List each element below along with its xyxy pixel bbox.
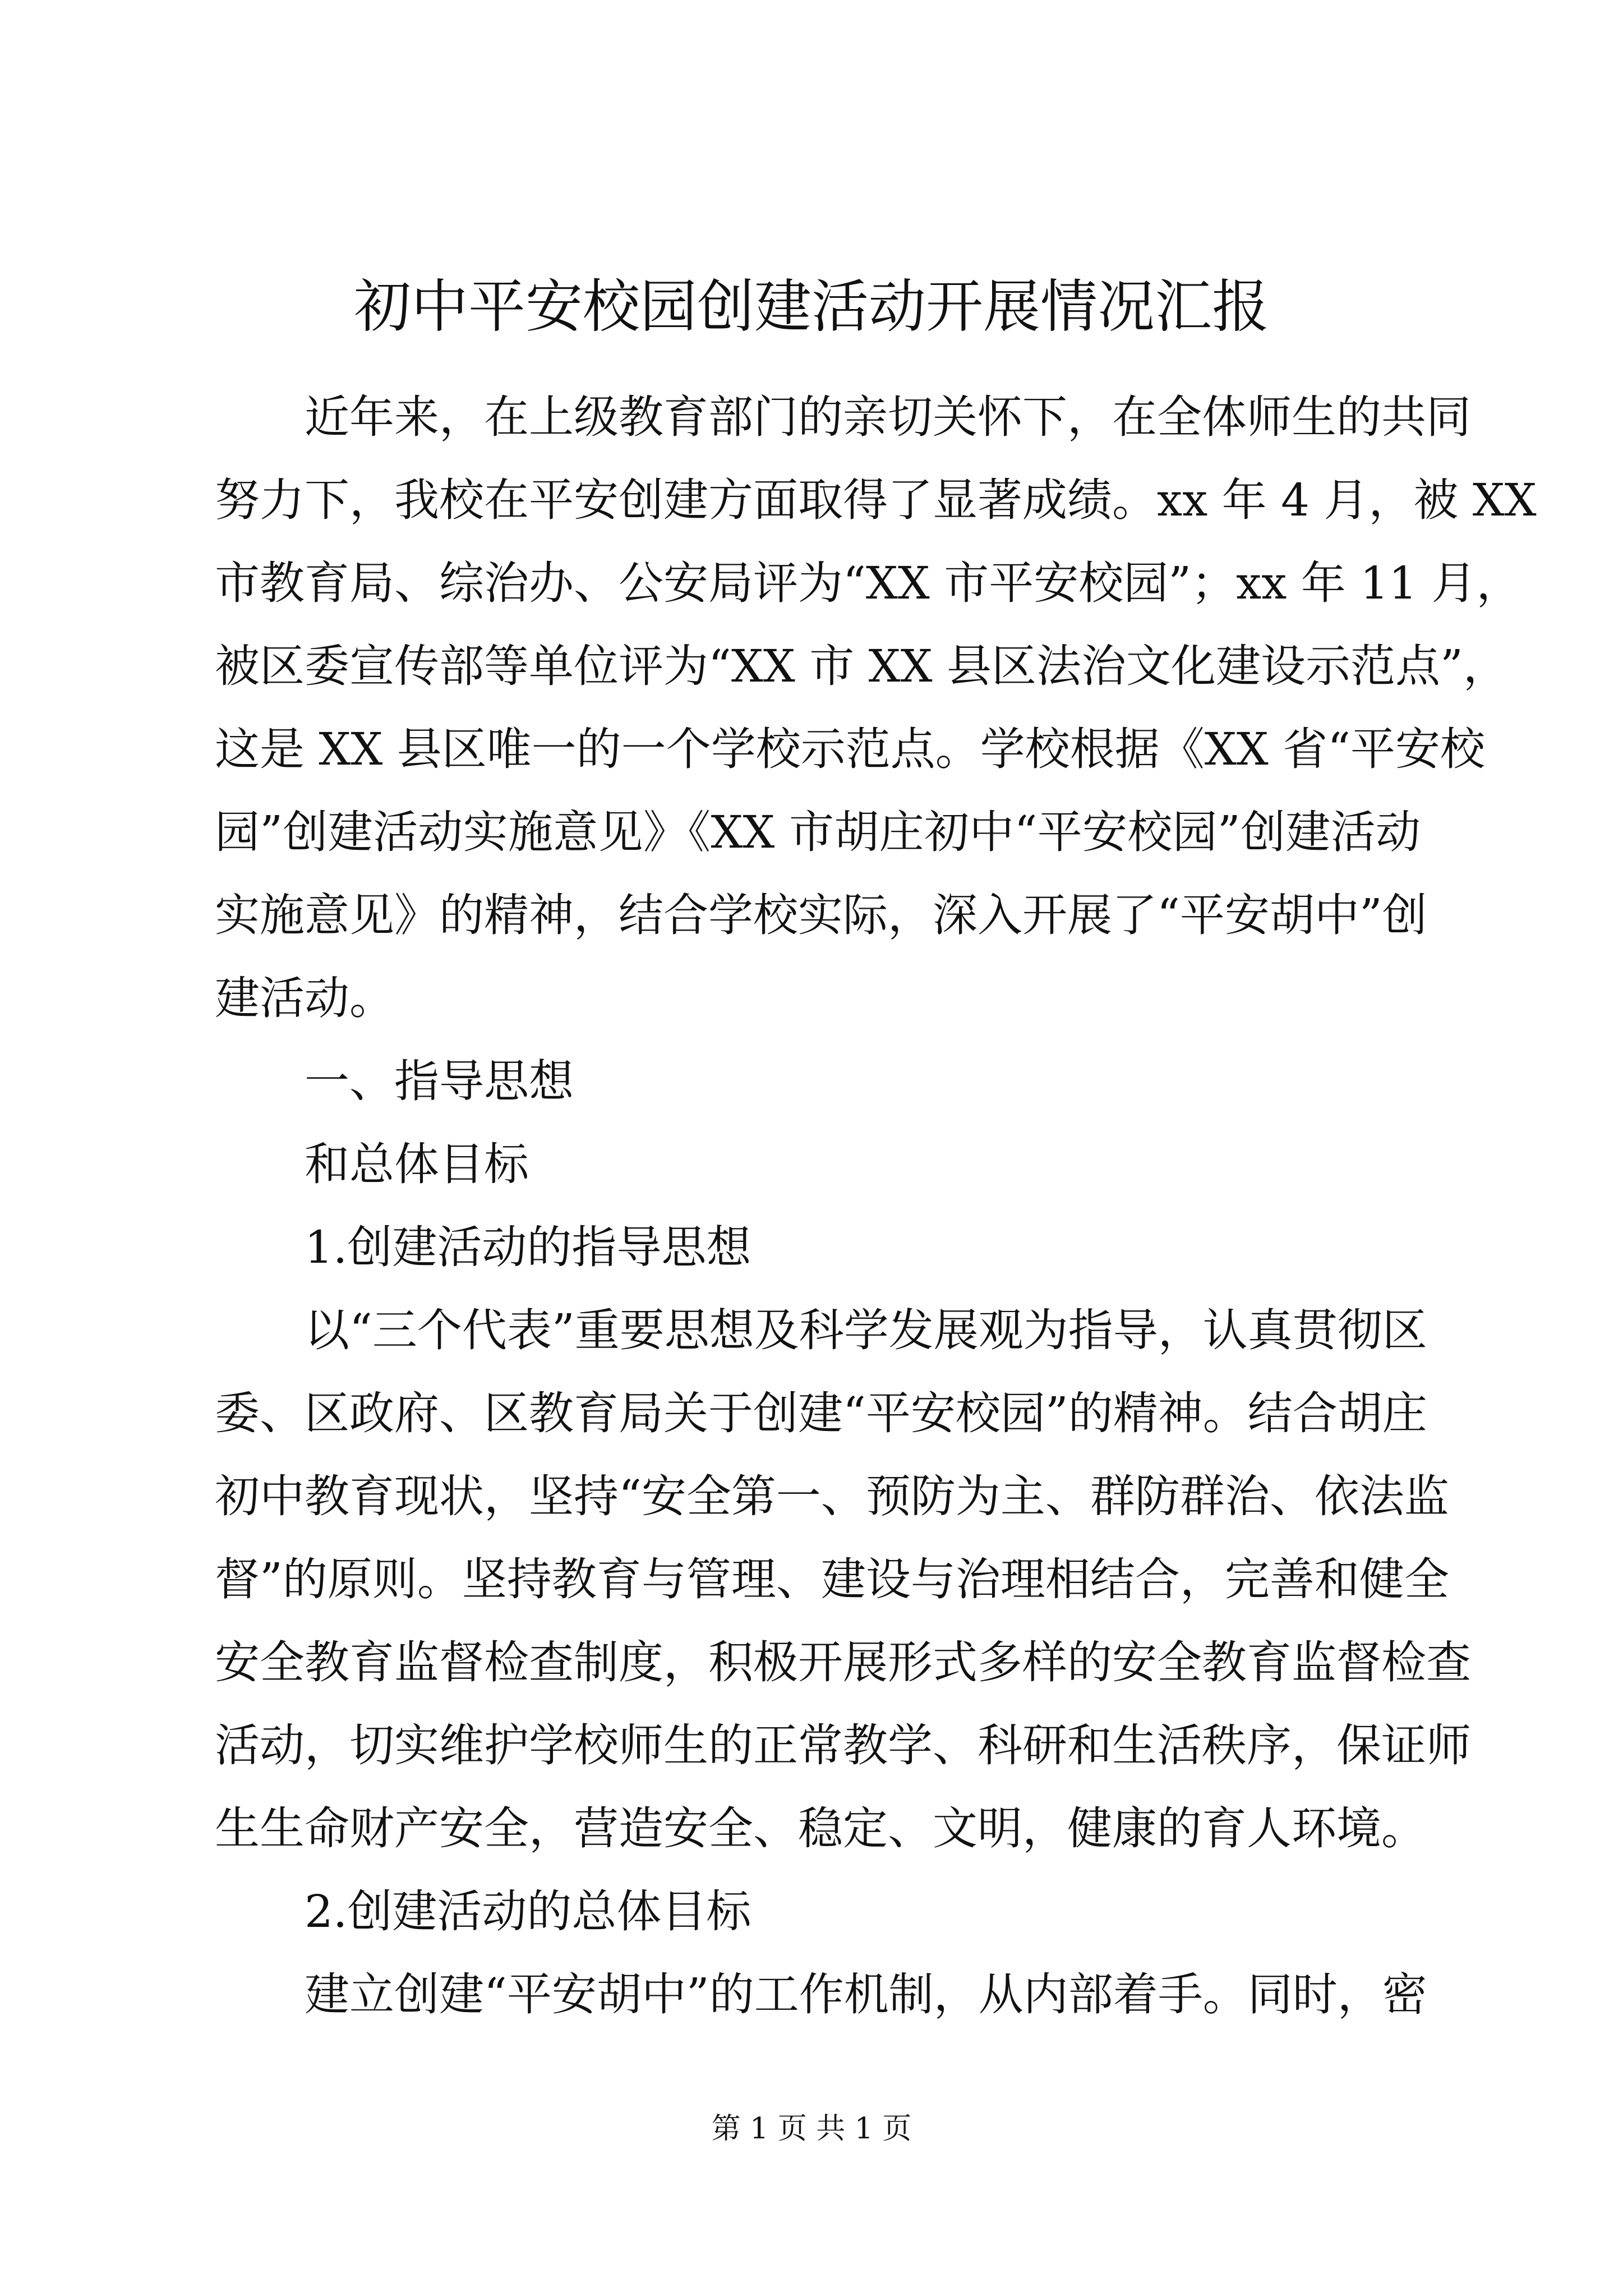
page-footer: 第 1 页 共 1 页 (711, 2112, 912, 2146)
section-heading (215, 1040, 1421, 1123)
text-line: 市教育局、综治办、公安局评为“XX 市平安校园”；xx 年 11 月， (215, 557, 1521, 609)
text-line: 以“三个代表”重要思想及科学发展观为指导，认真贯彻区 (305, 1304, 1427, 1356)
text-line: 生生命财产安全，营造安全、稳定、文明，健康的育人环境。 (215, 1802, 1426, 1855)
text-line: 和总体目标 (305, 1138, 529, 1190)
section-heading-continued (215, 1123, 1421, 1206)
text-line: 努力下，我校在平安创建方面取得了显著成绩。xx 年 4 月，被 XX (215, 474, 1537, 526)
overall-goal-paragraph (215, 1953, 1427, 2036)
text-line: 一、指导思想 (305, 1055, 574, 1107)
text-line: 安全教育监督检查制度，积极开展形式多样的安全教育监督检查 (215, 1636, 1471, 1688)
guiding-ideology-paragraph (215, 1289, 1471, 1870)
subheading-guiding-ideology (215, 1206, 1421, 1289)
text-line: 1.创建活动的指导思想 (305, 1221, 751, 1273)
text-line: 委、区政府、区教育局关于创建“平安校园”的精神。结合胡庄 (215, 1387, 1427, 1439)
text-line: 督”的原则。坚持教育与管理、建设与治理相结合，完善和健全 (215, 1553, 1449, 1605)
text-line: 初中教育现状，坚持“安全第一、预防为主、群防群治、依法监 (215, 1470, 1449, 1522)
intro-paragraph (215, 376, 1537, 1040)
text-line: 2.创建活动的总体目标 (305, 1885, 751, 1938)
text-line: 建立创建“平安胡中”的工作机制，从内部着手。同时，密 (305, 1968, 1427, 2021)
text-line: 活动，切实维护学校师生的正常教学、科研和生活秩序，保证师 (215, 1719, 1471, 1772)
text-line: 实施意见》的精神，结合学校实际，深入开展了“平安胡中”创 (215, 889, 1427, 941)
text-line: 建活动。 (215, 972, 394, 1024)
text-line: 园”创建活动实施意见》《XX 市胡庄初中“平安校园”创建活动 (215, 806, 1421, 858)
document-body (215, 376, 1537, 2036)
subheading-overall-goal (215, 1870, 1421, 1953)
text-line: 这是 XX 县区唯一的一个学校示范点。学校根据《XX 省“平安校 (215, 723, 1485, 775)
text-line: 近年来，在上级教育部门的亲切关怀下，在全体师生的共同 (305, 391, 1471, 443)
text-line: 被区委宣传部等单位评为“XX 市 XX 县区法治文化建设示范点”， (215, 640, 1508, 692)
document-title: 初中平安校园创建活动开展情况汇报 (354, 274, 1269, 341)
